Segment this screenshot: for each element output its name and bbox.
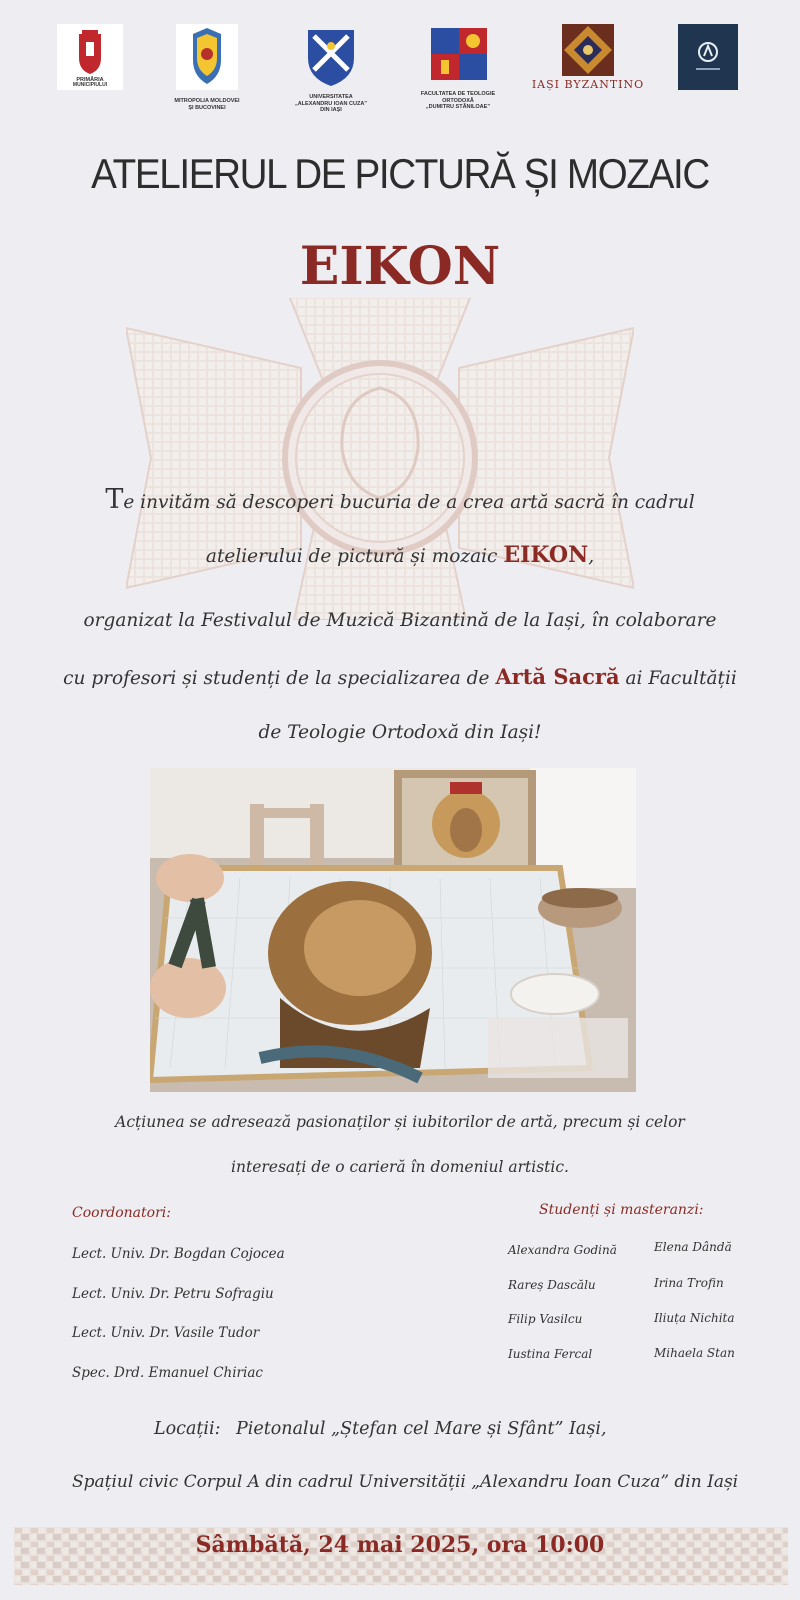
intro-line-5: de Teologie Ortodoxă din Iași! xyxy=(258,722,542,743)
student-name: Elena Dândă xyxy=(654,1240,732,1254)
locations-label: Locații: xyxy=(154,1419,221,1439)
coordinator-name: Lect. Univ. Dr. Vasile Tudor xyxy=(72,1325,260,1341)
mitropolia-crest-icon xyxy=(176,24,238,90)
intro-line-1-text: e invităm să descoperi bucuria de a crea artă sacră în cadrul xyxy=(123,492,695,513)
mosaic-cross-icon xyxy=(126,298,634,620)
facultatea-crest-icon xyxy=(427,24,489,90)
student-name: Iustina Fercal xyxy=(508,1347,593,1361)
intro-line-4 xyxy=(0,664,800,689)
intro-line-3: organizat la Festivalul de Muzică Bizantină de la Iași, în colaborare xyxy=(83,610,717,631)
student-name: Iliuța Nichita xyxy=(654,1311,735,1325)
intro-line-2 xyxy=(0,542,800,568)
intro-line-2-text: atelierului de pictură și mozaic xyxy=(205,546,504,567)
logo-iasi-byzantino xyxy=(531,24,645,94)
logo-caption: FACULTATEA DE TEOLOGIE ORTODOXĂ „DUMITRU STĂNILOAE” xyxy=(420,91,496,110)
page-title: ATELIERUL DE PICTURĂ ȘI MOZAIC xyxy=(91,150,709,197)
event-date: Sâmbătă, 24 mai 2025, ora 10:00 xyxy=(195,1532,605,1558)
audience-line-2: interesați de o carieră în domeniul artistic. xyxy=(231,1158,569,1176)
mosaic-workshop-photo xyxy=(150,768,636,1092)
page-subtitle: EIKON xyxy=(299,236,501,297)
svg-text:MUNICIPIULUI: MUNICIPIULUI xyxy=(72,82,108,88)
intro-line-2-after: , xyxy=(588,546,595,567)
logo-mitropolia xyxy=(174,24,240,111)
students-heading: Studenți și masteranzi: xyxy=(539,1202,704,1218)
coordinator-name: Spec. Drd. Emanuel Chiriac xyxy=(72,1365,263,1381)
logo-caption: UNIVERSITATEA „ALEXANDRU IOAN CUZA” DIN IAȘI xyxy=(294,94,368,113)
student-name: Rareș Dascălu xyxy=(508,1278,596,1292)
intro-arta-sacra: Artă Sacră xyxy=(495,664,620,689)
student-name: Alexandra Godină xyxy=(508,1243,617,1257)
student-name: Irina Trofin xyxy=(654,1276,724,1290)
coordinators-heading: Coordonatori: xyxy=(72,1205,171,1221)
student-name: Filip Vasilcu xyxy=(508,1312,583,1326)
intro-line-4-after: ai Facultății xyxy=(619,668,737,689)
location-line-1: Pietonalul „Ștefan cel Mare și Sfânt” Iași, xyxy=(236,1419,607,1439)
intro-line-1 xyxy=(0,484,800,515)
coordinator-name: Lect. Univ. Dr. Bogdan Cojocea xyxy=(72,1246,285,1262)
uaic-crest-icon xyxy=(300,24,362,90)
logo-caption: MITROPOLIA MOLDOVEI ȘI BUCOVINEI xyxy=(174,98,240,111)
logo-uaic xyxy=(294,24,368,113)
coordinator-name: Lect. Univ. Dr. Petru Sofragiu xyxy=(72,1286,274,1302)
editura-logo-icon xyxy=(678,24,738,90)
primaria-crest-icon xyxy=(57,24,123,90)
logo-primaria xyxy=(57,24,123,94)
svg-text:PRIMĂRIA: PRIMĂRIA xyxy=(76,77,104,83)
logo-facultatea xyxy=(420,24,496,110)
intro-dropcap: T xyxy=(105,484,124,515)
intro-line-4-text: cu profesori și studenți de la specializarea de xyxy=(63,668,496,689)
logo-text: IAȘI BYZANTINO xyxy=(531,78,645,91)
mosaic-logo-icon xyxy=(562,24,614,76)
intro-eikon: EIKON xyxy=(503,542,589,568)
student-name: Mihaela Stan xyxy=(654,1346,735,1360)
logo-editura xyxy=(677,24,739,94)
location-line-2: Spațiul civic Corpul A din cadrul Universității „Alexandru Ioan Cuza” din Iași xyxy=(72,1472,739,1492)
audience-line-1: Acțiunea se adresează pasionaților și iubitorilor de artă, precum și celor xyxy=(115,1113,685,1131)
